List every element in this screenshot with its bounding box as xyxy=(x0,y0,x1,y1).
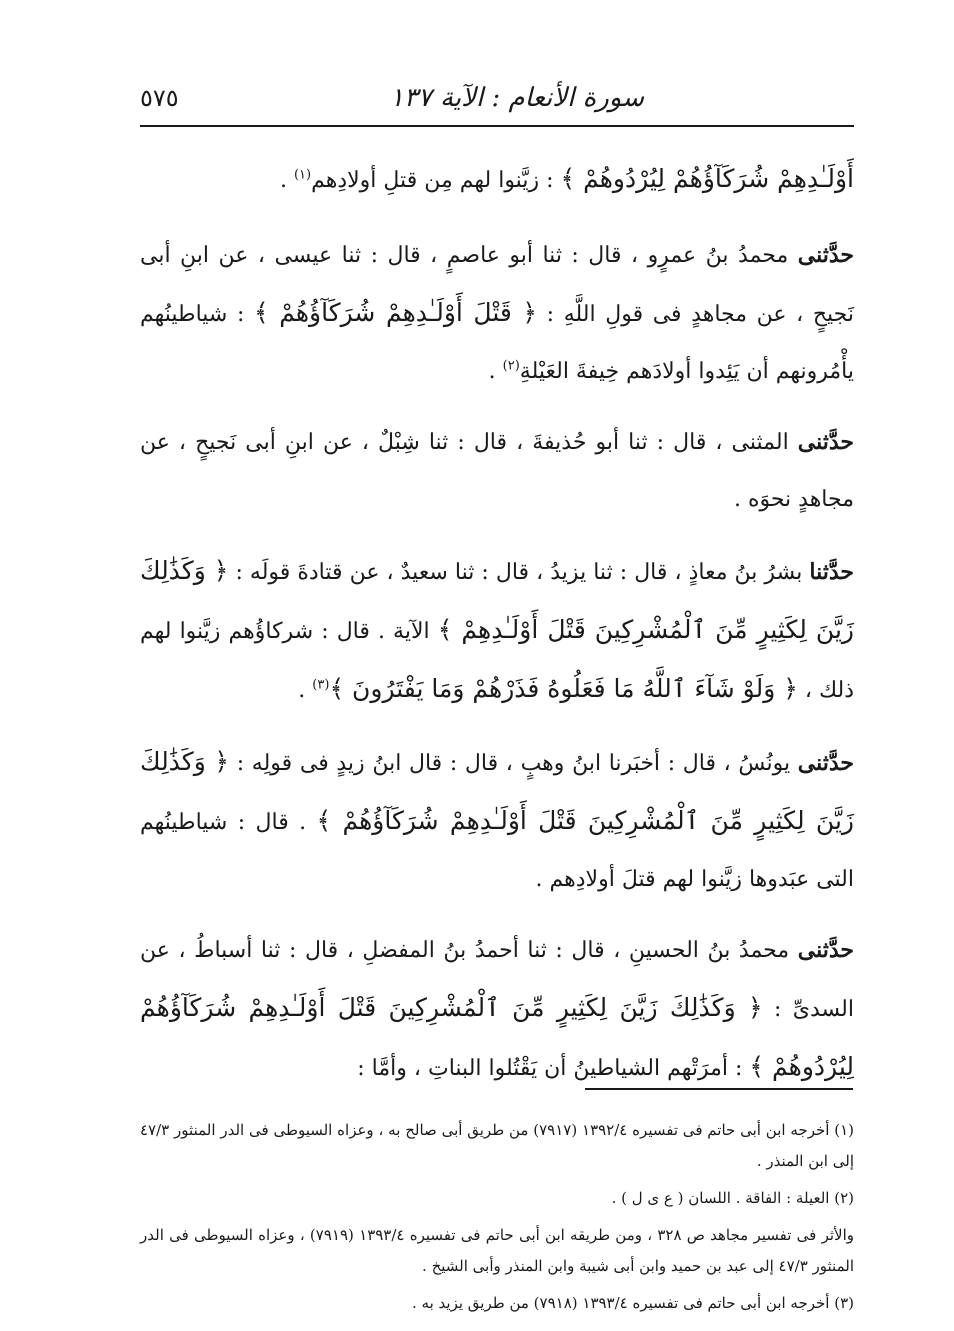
surah-title: سورة الأنعام : الآية ١٣٧ xyxy=(389,83,644,113)
quran-verse: أَوْلَـٰدِهِمْ شُرَكَآؤُهُمْ لِيُرْدُوهُمْ ﴾ xyxy=(560,164,854,193)
quran-verse: ﴿ وَكَذَٰلِكَ زَيَّنَ لِكَثِيرٍ مِّنَ ٱلْمُشْرِكِينَ قَتْلَ أَوْلَـٰدِهِمْ شُرَكَآؤُهُمْ ﴾ xyxy=(140,747,854,835)
narration-speaker: حدَّثنى xyxy=(797,750,854,776)
footnote-marker: (١) xyxy=(293,167,312,183)
paragraph-text-continued: : أمرَتْهم الشياطينُ أن يَقْتُلوا البناتِ ، وأمَّا : xyxy=(357,1056,750,1081)
paragraph-text: بشرُ بنُ معاذٍ ، قال : ثنا يزيدُ ، قال : ثنا سعيدٌ ، عن قتادةَ قولَه : xyxy=(228,560,810,585)
page-header xyxy=(140,78,854,118)
narration-speaker: حدَّثنى xyxy=(797,937,854,963)
quran-verse: ﴿ قَتْلَ أَوْلَـٰدِهِمْ شُرَكَآؤُهُمْ ﴾ xyxy=(254,298,538,327)
footnote-marker: (٣) xyxy=(312,677,330,693)
paragraph-3 xyxy=(140,414,854,528)
quran-verse-2: ﴿ وَلَوْ شَآءَ ٱللَّهُ مَا فَعَلُوهُ فَذَرْهُمْ وَمَا يَفْتَرُونَ ﴾ xyxy=(329,674,798,703)
quran-verse: ﴿ وَكَذَٰلِكَ زَيَّنَ لِكَثِيرٍ مِّنَ ٱلْمُشْرِكِينَ قَتْلَ أَوْلَـٰدِهِمْ شُرَكَآؤُهُمْ لِيُرْدُوهُمْ ﴾ xyxy=(140,993,854,1081)
paragraph-5 xyxy=(140,733,854,908)
paragraph-text: يونُسُ ، قال : أخبَرنا ابنُ وهبٍ ، قال : قال ابنُ زيدٍ فى قولِه : xyxy=(229,751,798,776)
paragraph-4 xyxy=(140,542,854,719)
footnote-2-continued: والأثر فى تفسير مجاهد ص ٣٢٨ ، ومن طريقه ابن أبى حاتم فى تفسيره ١٣٩٣/٤ (٧٩١٩) ، وعزاه السيوطى فى الدر المنثور ٤٧/٣ إلى عبد بن حميد وابن أبى شيبة وابن المنذر وأبى الشيخ . xyxy=(140,1226,854,1275)
paragraph-text-continued: . قال : شياطينُهم التى عبَدوها زيَّنوا لهم قتلَ أولادِهم . xyxy=(140,810,854,892)
narration-speaker: حدَّثنى xyxy=(797,242,854,268)
quran-verse: ﴿ وَكَذَٰلِكَ زَيَّنَ لِكَثِيرٍ مِّنَ ٱلْمُشْرِكِينَ قَتْلَ أَوْلَـٰدِهِمْ ﴾ xyxy=(140,556,854,644)
page-number: ٥٧٥ xyxy=(140,84,179,112)
paragraph-text: محمدُ بنُ عمرٍو ، قال : ثنا أبو عاصمٍ ، قال : ثنا عيسى ، عن ابنِ أبى نَجيحٍ ، عن مجاهدٍ فى قولِ اللَّهِ : xyxy=(140,243,854,327)
paragraph-text: : زيَّنوا لهم مِن قتلِ أولادِهم xyxy=(311,168,561,193)
paragraph-text-continued: الآية . قال : شركاؤُهم زيَّنوا لهم ذلك ، xyxy=(140,619,854,703)
paragraph-text: المثنى ، قال : ثنا أبو حُذيفةَ ، قال : ثنا شِبْلٌ ، عن ابنِ أبى نَجيحٍ ، عن مجاهدٍ نحوَه . xyxy=(140,430,854,512)
header-rule xyxy=(140,125,854,127)
main-text xyxy=(140,150,854,1111)
footnote-marker: (٢) xyxy=(502,358,520,374)
narration-speaker: حدَّثنى xyxy=(797,429,854,455)
paragraph-2 xyxy=(140,227,854,400)
footnote-2: (٢) العيلة : الفاقة . اللسان ( ع ى ل ) . xyxy=(611,1189,854,1207)
footnote-1: (١) أخرجه ابن أبى حاتم فى تفسيره ١٣٩٢/٤ (٧٩١٧) من طريق أبى صالح به ، وعزاه السيوطى فى الدر المنثور ٤٧/٣ إلى ابن المنذر . xyxy=(140,1121,855,1170)
footnote-3: (٣) أخرجه ابن أبى حاتم فى تفسيره ١٣٩٣/٤ (٧٩١٨) من طريق يزيد به . xyxy=(412,1294,854,1312)
paragraph-text: محمدُ بنُ الحسينِ ، قال : ثنا أحمدُ بنُ المفضلِ ، قال : ثنا أسباطُ ، عن السدىِّ : xyxy=(140,938,854,1022)
paragraph-1 xyxy=(140,150,854,209)
paragraph-end: . xyxy=(279,168,294,193)
footnotes xyxy=(140,1115,854,1325)
paragraph-end: . xyxy=(298,678,313,703)
paragraph-6 xyxy=(140,922,854,1097)
narration-speaker: حدَّثنا xyxy=(809,559,854,585)
paragraph-text-continued: : شياطينُهم يأْمُرونهم أن يَئِدوا أولادَهم خِيفةَ العَيْلةِ xyxy=(140,302,854,384)
footnote-rule xyxy=(585,1088,853,1090)
paragraph-end: . xyxy=(488,359,503,384)
